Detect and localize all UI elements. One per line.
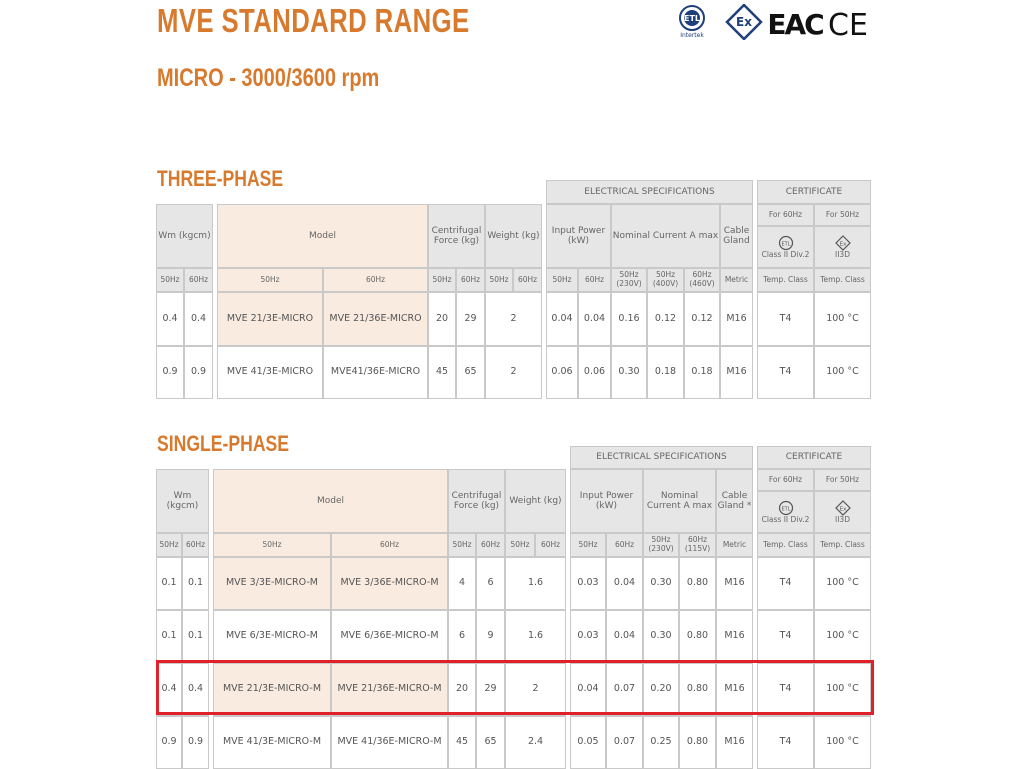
tp-cur2-sub: 50Hz (400V) [647, 268, 684, 292]
sp-r0-cur2: 0.80 [679, 557, 716, 610]
sp-temp50-sub: Temp. Class [814, 533, 871, 557]
sp-cur2-sub: 60Hz (115V) [679, 533, 716, 557]
sp-r0-ip60: 0.04 [606, 557, 643, 610]
eac-label: EAC [767, 8, 823, 40]
sp-cf50-sub: 50Hz [448, 533, 476, 557]
etl-mark-icon [777, 500, 795, 516]
svg-text:Ex: Ex [839, 505, 846, 512]
sp-weight-header: Weight (kg) [505, 469, 566, 533]
sp-r3-wm60: 0.9 [182, 716, 209, 769]
sp-r1-wm60: 0.1 [182, 610, 209, 663]
sp-r1-gland: M16 [716, 610, 753, 663]
sp-model60-sub: 60Hz [331, 533, 448, 557]
tp-r1-temp60: T4 [757, 346, 814, 399]
sp-r0-model50: MVE 3/3E-MICRO-M [213, 557, 331, 610]
tp-input-power-header: Input Power (kW) [546, 204, 611, 268]
sp-wt60-sub: 60Hz [535, 533, 566, 557]
sp-ip60-sub: 60Hz [606, 533, 643, 557]
tp-weight-header: Weight (kg) [485, 204, 542, 268]
sp-temp60-sub: Temp. Class [757, 533, 814, 557]
sp-r1-ip50: 0.03 [570, 610, 606, 663]
sp-r0-cf60: 6 [476, 557, 505, 610]
tp-r0-cur2: 0.12 [647, 292, 684, 346]
sp-cert50-label: II3D [835, 514, 850, 524]
sp-r2-cur2: 0.80 [679, 663, 716, 716]
sp-cable-gland-header: Cable Gland * [716, 469, 753, 533]
tp-r1-ip60: 0.06 [578, 346, 611, 399]
sp-r0-gland: M16 [716, 557, 753, 610]
sp-r0-wm50: 0.1 [156, 557, 182, 610]
sp-r3-cf60: 65 [476, 716, 505, 769]
sp-r1-ip60: 0.04 [606, 610, 643, 663]
sp-ip50-sub: 50Hz [570, 533, 606, 557]
tp-certificate-header: CERTIFICATE [757, 180, 871, 204]
sp-r2-model50: MVE 21/3E-MICRO-M [213, 663, 331, 716]
sp-r2-wm60: 0.4 [182, 663, 209, 716]
sp-model-header: Model [213, 469, 448, 533]
tp-r0-temp50: 100 °C [814, 292, 871, 346]
sp-r3-model60: MVE 41/36E-MICRO-M [331, 716, 448, 769]
sp-metric-sub: Metric [716, 533, 753, 557]
intertek-label: Intertek [680, 32, 704, 39]
sp-r2-temp60: T4 [757, 663, 814, 716]
tp-cf50-sub: 50Hz [428, 268, 456, 292]
tp-r1-ip50: 0.06 [546, 346, 578, 399]
tp-r1-cf50: 45 [428, 346, 456, 399]
sp-r2-ip60: 0.07 [606, 663, 643, 716]
sp-r2-weight: 2 [505, 663, 566, 716]
tp-r1-gland: M16 [720, 346, 753, 399]
sp-cert60-cell [757, 491, 814, 533]
tp-temp50-sub: Temp. Class [814, 268, 871, 292]
tp-cert50-cell [814, 226, 871, 268]
ce-logo [828, 8, 868, 40]
tp-metric-sub: Metric [720, 268, 753, 292]
sp-r3-gland: M16 [716, 716, 753, 769]
sp-cf60-sub: 60Hz [476, 533, 505, 557]
tp-nominal-current-header: Nominal Current A max [611, 204, 720, 268]
sp-r0-temp60: T4 [757, 557, 814, 610]
sp-r3-ip60: 0.07 [606, 716, 643, 769]
tp-cur3-sub: 60Hz (460V) [684, 268, 720, 292]
sp-wm50-sub: 50Hz [156, 533, 182, 557]
sp-centrifugal-header: Centrifugal Force (kg) [448, 469, 505, 533]
sp-r2-wm50: 0.4 [156, 663, 182, 716]
sp-r3-model50: MVE 41/3E-MICRO-M [213, 716, 331, 769]
sp-input-power-header: Input Power (kW) [570, 469, 643, 533]
sp-r1-wm50: 0.1 [156, 610, 182, 663]
tp-wt50-sub: 50Hz [485, 268, 513, 292]
sp-r0-weight: 1.6 [505, 557, 566, 610]
sp-r2-cur1: 0.20 [643, 663, 679, 716]
sp-r0-temp50: 100 °C [814, 557, 871, 610]
sp-wm-header: Wm (kgcm) [156, 469, 209, 533]
ex-mark-icon [834, 500, 852, 516]
tp-r0-cur3: 0.12 [684, 292, 720, 346]
three-phase-section-title: THREE-PHASE [157, 166, 284, 191]
sp-r1-cur2: 0.80 [679, 610, 716, 663]
tp-cert60-cell [757, 226, 814, 268]
eac-logo [767, 8, 823, 40]
tp-wm50-sub: 50Hz [156, 268, 184, 292]
sp-r2-cf50: 20 [448, 663, 476, 716]
tp-r1-cf60: 65 [456, 346, 485, 399]
tp-centrifugal-header: Centrifugal Force (kg) [428, 204, 485, 268]
tp-r0-model50: MVE 21/3E-MICRO [217, 292, 323, 346]
tp-r0-cf60: 29 [456, 292, 485, 346]
tp-cur1-sub: 50Hz (230V) [611, 268, 647, 292]
sp-cert50-cell [814, 491, 871, 533]
sp-for60-header: For 60Hz [757, 469, 814, 491]
etl-mark-icon [777, 235, 795, 251]
tp-r0-wm50: 0.4 [156, 292, 184, 346]
sp-r1-weight: 1.6 [505, 610, 566, 663]
sp-r3-weight: 2.4 [505, 716, 566, 769]
sp-r1-model50: MVE 6/3E-MICRO-M [213, 610, 331, 663]
intertek-logo [680, 6, 704, 39]
tp-ip60-sub: 60Hz [578, 268, 611, 292]
tp-r0-temp60: T4 [757, 292, 814, 346]
sp-r3-wm50: 0.9 [156, 716, 182, 769]
tp-model60-sub: 60Hz [323, 268, 428, 292]
sp-r3-ip50: 0.05 [570, 716, 606, 769]
sp-r0-cf50: 4 [448, 557, 476, 610]
sp-r2-gland: M16 [716, 663, 753, 716]
svg-text:ETL: ETL [683, 14, 701, 23]
svg-text:ETL: ETL [781, 506, 790, 513]
sp-r2-cf60: 29 [476, 663, 505, 716]
ex-label: Ex [736, 15, 752, 29]
sp-r2-temp50: 100 °C [814, 663, 871, 716]
sp-r3-cf50: 45 [448, 716, 476, 769]
svg-text:Ex: Ex [839, 240, 846, 247]
tp-wm-header: Wm (kgcm) [156, 204, 213, 268]
ex-mark-icon [834, 235, 852, 251]
page-subtitle: MICRO - 3000/3600 rpm [157, 64, 380, 92]
tp-r1-wm50: 0.9 [156, 346, 184, 399]
sp-r0-cur1: 0.30 [643, 557, 679, 610]
sp-r2-ip50: 0.04 [570, 663, 606, 716]
tp-r0-gland: M16 [720, 292, 753, 346]
tp-r0-ip50: 0.04 [546, 292, 578, 346]
sp-r1-cf50: 6 [448, 610, 476, 663]
sp-r1-temp60: T4 [757, 610, 814, 663]
tp-r1-cur3: 0.18 [684, 346, 720, 399]
tp-cf60-sub: 60Hz [456, 268, 485, 292]
tp-r1-cur2: 0.18 [647, 346, 684, 399]
tp-model50-sub: 50Hz [217, 268, 323, 292]
tp-temp60-sub: Temp. Class [757, 268, 814, 292]
tp-cert50-label: II3D [835, 249, 850, 259]
tp-r1-weight: 2 [485, 346, 542, 399]
sp-r1-model60: MVE 6/36E-MICRO-M [331, 610, 448, 663]
sp-r3-temp50: 100 °C [814, 716, 871, 769]
tp-r1-temp50: 100 °C [814, 346, 871, 399]
sp-certificate-header: CERTIFICATE [757, 446, 871, 469]
tp-r0-model60: MVE 21/36E-MICRO [323, 292, 428, 346]
ce-label: CE [828, 8, 868, 40]
sp-r2-model60: MVE 21/36E-MICRO-M [331, 663, 448, 716]
tp-ip50-sub: 50Hz [546, 268, 578, 292]
tp-r0-cur1: 0.16 [611, 292, 647, 346]
sp-electrical-header: ELECTRICAL SPECIFICATIONS [570, 446, 753, 469]
sp-r3-cur1: 0.25 [643, 716, 679, 769]
tp-r0-cf50: 20 [428, 292, 456, 346]
page-title: MVE STANDARD RANGE [157, 2, 470, 39]
sp-r1-cur1: 0.30 [643, 610, 679, 663]
atex-ex-logo [727, 5, 761, 39]
tp-model-header: Model [217, 204, 428, 268]
sp-wm60-sub: 60Hz [182, 533, 209, 557]
tp-wm60-sub: 60Hz [184, 268, 213, 292]
tp-r1-wm60: 0.9 [184, 346, 213, 399]
sp-r3-temp60: T4 [757, 716, 814, 769]
sp-r1-cf60: 9 [476, 610, 505, 663]
tp-r0-wm60: 0.4 [184, 292, 213, 346]
sp-r3-cur2: 0.80 [679, 716, 716, 769]
tp-r1-model50: MVE 41/3E-MICRO [217, 346, 323, 399]
sp-r0-wm60: 0.1 [182, 557, 209, 610]
row-highlight-box [156, 660, 874, 715]
tp-r0-ip60: 0.04 [578, 292, 611, 346]
sp-cur1-sub: 50Hz (230V) [643, 533, 679, 557]
tp-cable-gland-header: Cable Gland [720, 204, 753, 268]
sp-cert60-label: Class II Div.2 [761, 514, 810, 524]
sp-r0-ip50: 0.03 [570, 557, 606, 610]
sp-r1-temp50: 100 °C [814, 610, 871, 663]
single-phase-section-title: SINGLE-PHASE [157, 431, 290, 456]
tp-r0-weight: 2 [485, 292, 542, 346]
tp-electrical-header: ELECTRICAL SPECIFICATIONS [546, 180, 753, 204]
tp-for50-header: For 50Hz [814, 204, 871, 226]
tp-wt60-sub: 60Hz [513, 268, 542, 292]
sp-wt50-sub: 50Hz [505, 533, 535, 557]
sp-model50-sub: 50Hz [213, 533, 331, 557]
svg-text:ETL: ETL [781, 241, 790, 248]
sp-for50-header: For 50Hz [814, 469, 871, 491]
tp-for60-header: For 60Hz [757, 204, 814, 226]
sp-nominal-current-header: Nominal Current A max [643, 469, 716, 533]
sp-r0-model60: MVE 3/36E-MICRO-M [331, 557, 448, 610]
tp-cert60-label: Class II Div.2 [761, 249, 810, 259]
certification-logos [676, 4, 872, 40]
tp-r1-cur1: 0.30 [611, 346, 647, 399]
tp-r1-model60: MVE41/36E-MICRO [323, 346, 428, 399]
